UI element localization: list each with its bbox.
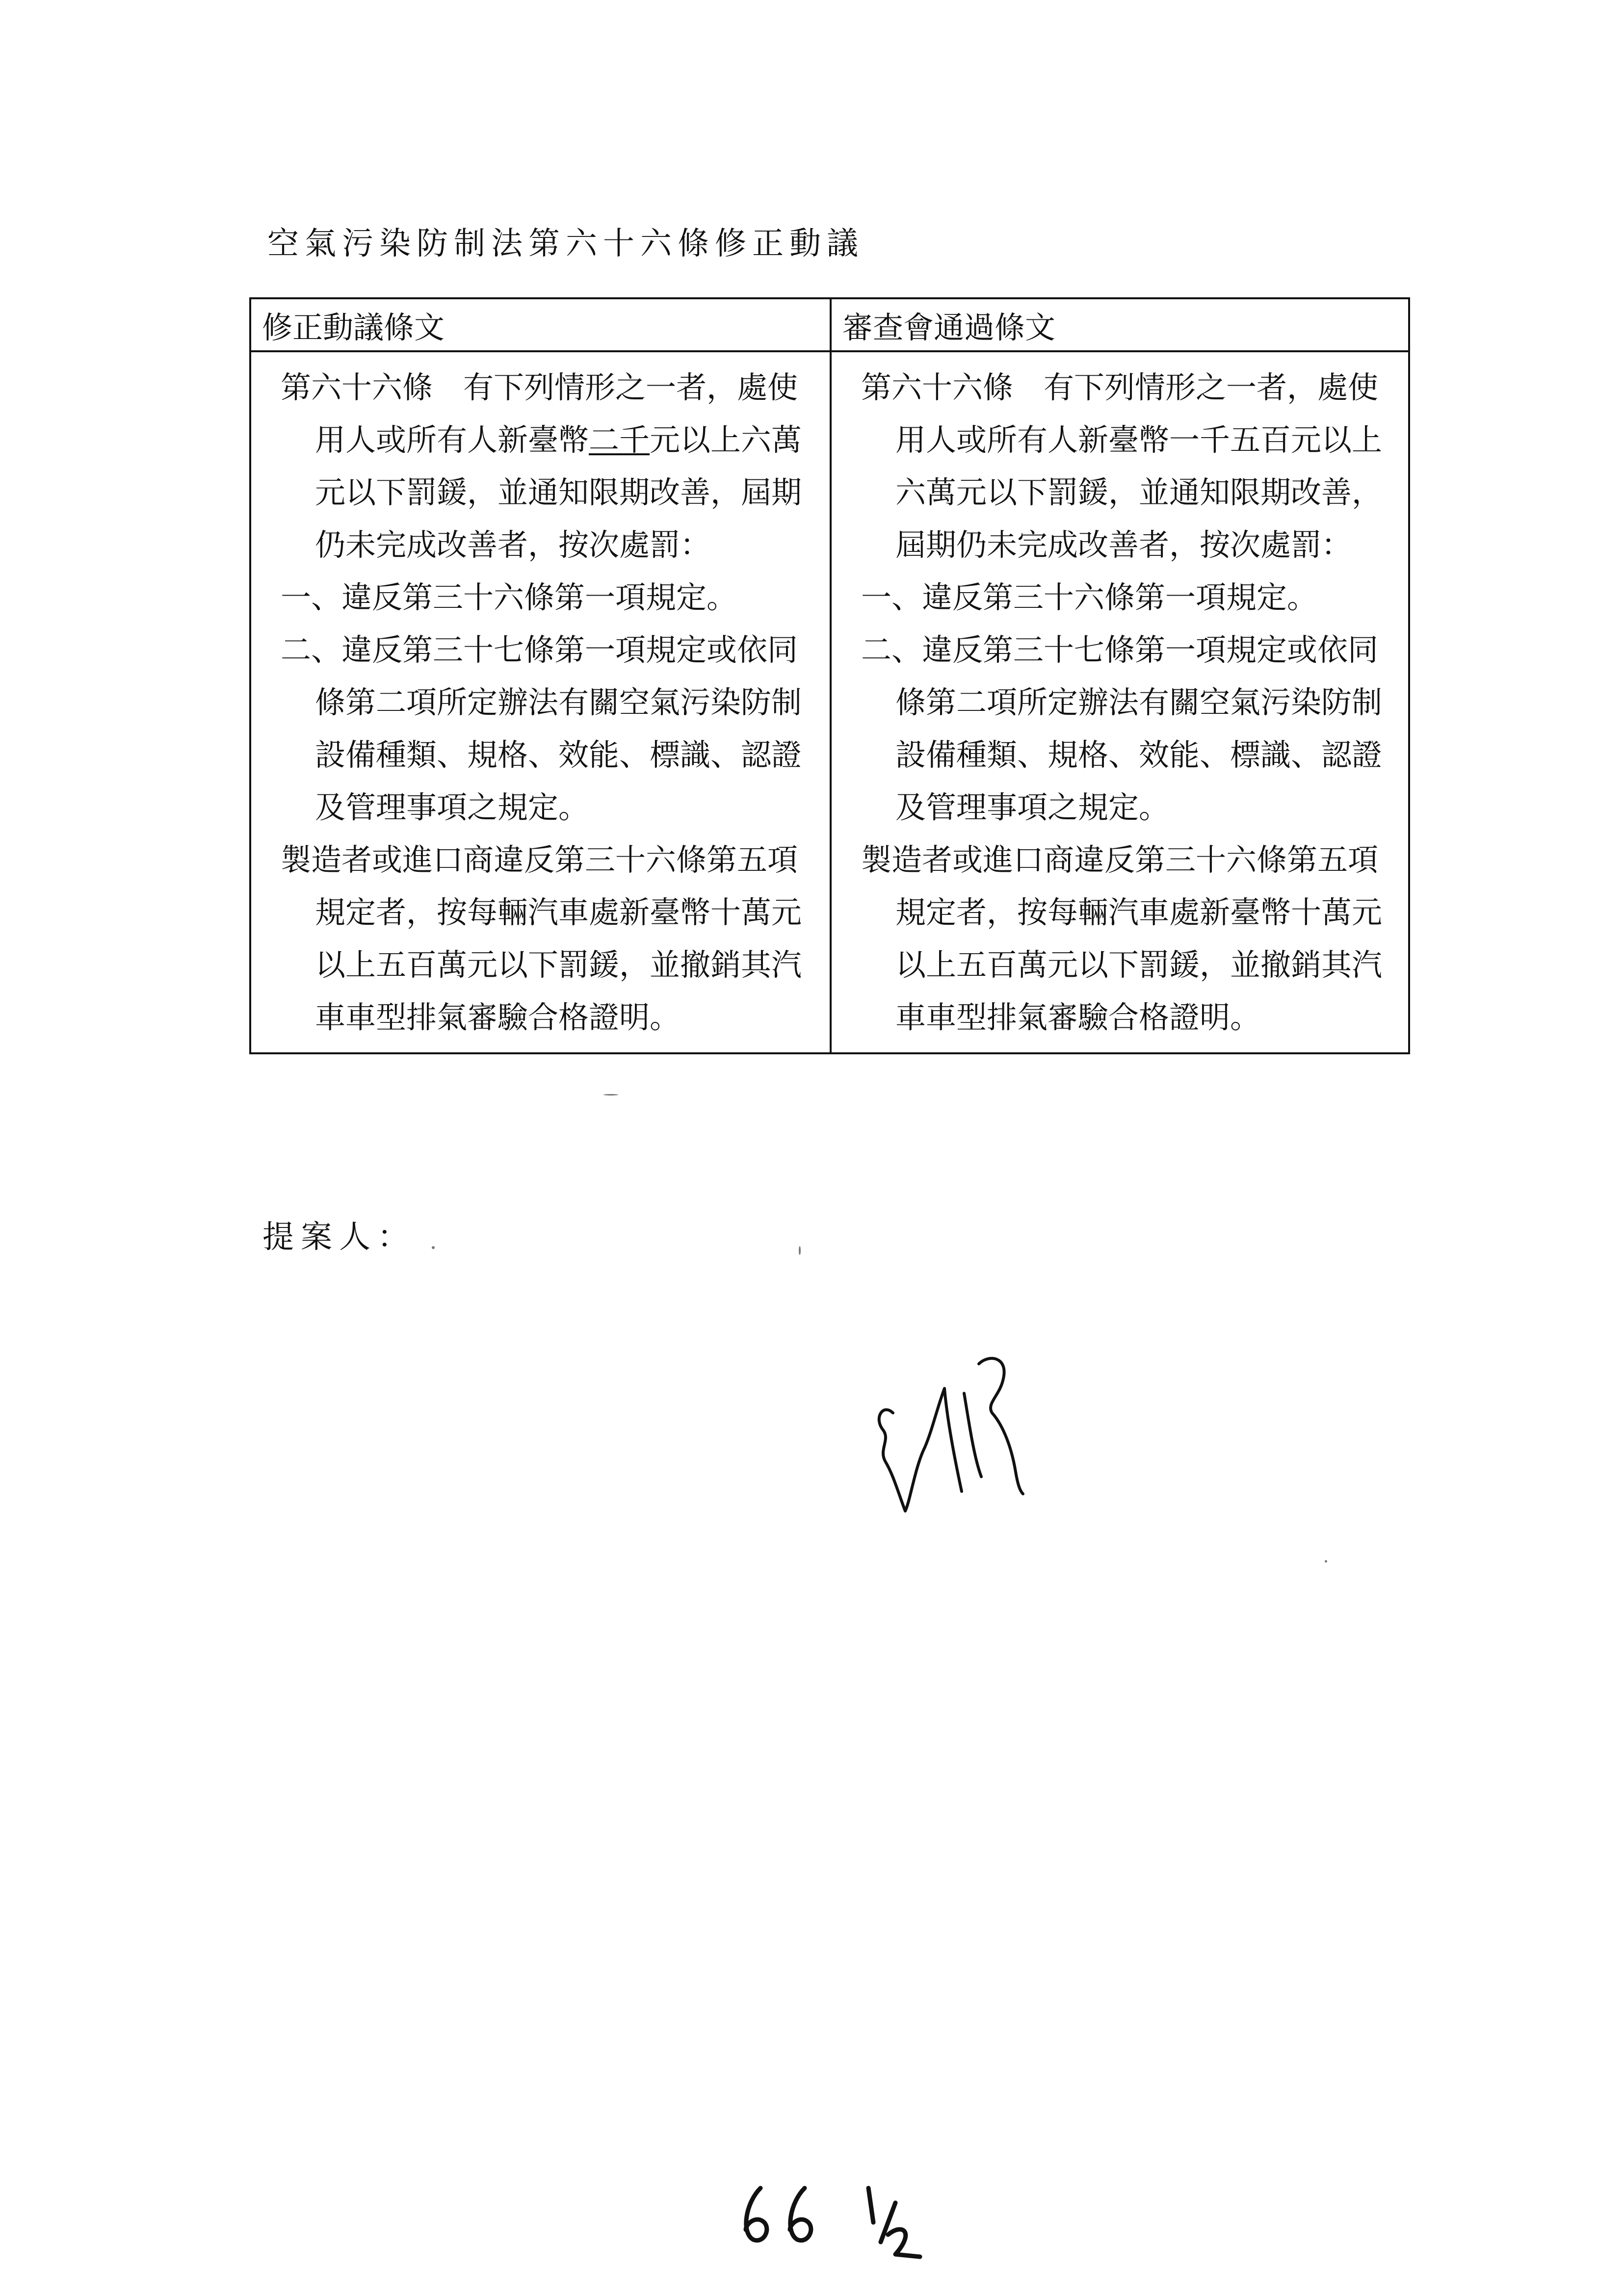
committee-paragraph-2	[861, 834, 1397, 1044]
committee-item-2	[861, 624, 1397, 834]
motion-paragraph-2-text: 製造者或進口商違反第三十六條第五項規定者，按每輛汽車處新臺幣十萬元以上五百萬元以下罰鍰，並撤銷其汽車車型排氣審驗合格證明。	[281, 842, 802, 1035]
committee-clause-text: 第六十六條 有下列情形之一者，處使用人或所有人新臺幣一千五百元以上六萬元以下罰鍰，並通知限期改善，屆期仍未完成改善者，按次處罰：	[861, 369, 1383, 563]
motion-item-1-text: 一、違反第三十六條第一項規定。	[281, 579, 737, 615]
motion-clause-pre: 第六十六條 有下列情形之一者，處使用人或所有人新臺幣	[281, 369, 798, 458]
committee-item-2-text: 二、違反第三十七條第一項規定或依同條第二項所定辦法有關空氣污染防制設備種類、規格、效能、標識、認證及管理事項之規定。	[861, 632, 1383, 825]
committee-paragraph-2-text: 製造者或進口商違反第三十六條第五項規定者，按每輛汽車處新臺幣十萬元以上五百萬元以下罰鍰，並撤銷其汽車車型排氣審驗合格證明。	[861, 842, 1383, 1035]
motion-article-cell	[250, 351, 831, 1053]
handwritten-signature	[864, 1344, 1099, 1550]
motion-amended-amount: 二千	[589, 422, 650, 458]
motion-item-2	[281, 624, 819, 834]
scan-speck	[432, 1246, 435, 1249]
scan-speck	[799, 1246, 801, 1255]
scan-speck	[603, 1094, 618, 1096]
proposer-label: 提案人：	[262, 1219, 416, 1255]
comparison-table	[249, 297, 1410, 1054]
table-header-row	[250, 298, 1409, 351]
committee-item-1-text: 一、違反第三十六條第一項規定。	[861, 579, 1318, 615]
motion-paragraph-2	[281, 834, 819, 1044]
motion-article-clause	[281, 361, 819, 571]
motion-item-2-text: 二、違反第三十七條第一項規定或依同條第二項所定辦法有關空氣污染防制設備種類、規格、效能、標識、認證及管理事項之規定。	[281, 632, 802, 825]
motion-clause-post: 元以上六萬元以下罰鍰，並通知限期改善，屆期仍未完成改善者，按次處罰：	[315, 422, 802, 563]
header-motion-text: 修正動議條文	[250, 298, 831, 351]
document-title: 空氣污染防制法第六十六條修正動議	[267, 226, 864, 262]
handwritten-page-number	[726, 2168, 932, 2267]
header-committee-text: 審查會通過條文	[831, 298, 1409, 351]
table-body-row	[250, 351, 1409, 1053]
committee-article-clause	[861, 361, 1397, 571]
committee-article-cell	[831, 351, 1409, 1053]
motion-item-1	[281, 571, 819, 624]
scan-speck	[1325, 1560, 1327, 1563]
committee-item-1	[861, 571, 1397, 624]
